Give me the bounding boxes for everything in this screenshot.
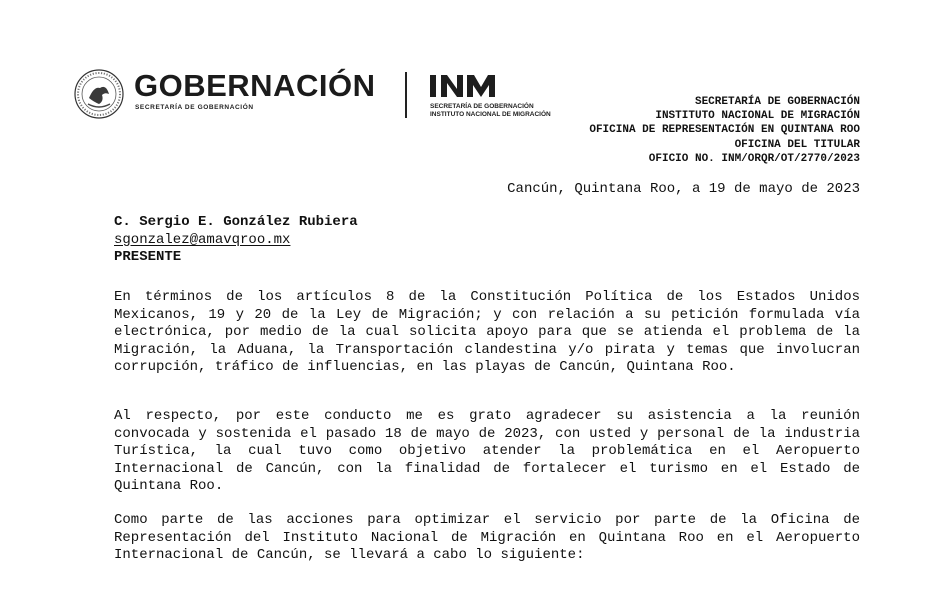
body-paragraph: Como parte de las acciones para optimizar el servicio por parte de la Oficina de Representación del Instituto Nacional de Migración en Quintana Roo en el Aeropuerto Internacional de Cancún, se llevará a cabo lo siguiente: [114,512,860,564]
body-paragraph: En términos de los artículos 8 de la Constitución Política de los Estados Unidos Mexicanos, 19 y 20 de la Ley de Migración; y con relación a su petición formulada vía electrónica, por medio de la cual solicita apoyo para que se atienda el problema de la Migración, la Aduana, la Transportación clandestina y/o pirata y temas que involucran corrupción, tráfico de influencias, en las playas de Cancún, Quintana Roo. [114,289,860,376]
addressee-block [114,214,358,267]
gobernacion-title: GOBERNACIÓN [134,68,376,103]
logo-divider [405,72,407,118]
inm-subtitle-2: INSTITUTO NACIONAL DE MIGRACIÓN [430,111,551,118]
gobernacion-logo [72,68,392,120]
addressee-name: C. Sergio E. González Rubiera [114,214,358,230]
oficio-number: OFICIO NO. INM/ORQR/OT/2770/2023 [648,152,860,165]
header-line: OFICINA DEL TITULAR [734,138,860,151]
header-line: INSTITUTO NACIONAL DE MIGRACIÓN [655,110,860,123]
header-line: SECRETARÍA DE GOBERNACIÓN [694,96,860,108]
salutation: PRESENTE [114,249,182,265]
inm-logo [429,72,589,120]
date-line: Cancún, Quintana Roo, a 19 de mayo de 2023 [507,181,860,197]
office-header-block [589,95,860,166]
gobernacion-subtitle: SECRETARÍA DE GOBERNACIÓN [135,104,254,111]
header-line: OFICINA DE REPRESENTACIÓN EN QUINTANA ROO [589,124,860,137]
national-seal-icon [72,68,126,120]
inm-logo-icon [429,72,507,100]
inm-subtitle-1: SECRETARÍA DE GOBERNACIÓN [430,103,534,110]
inm-logo-text: INM [429,72,431,73]
addressee-email-link[interactable]: sgonzalez@amavqroo.mx [114,231,291,248]
body-paragraph: Al respecto, por este conducto me es grato agradecer su asistencia a la reunión convocada y sostenida el pasado 18 de mayo de 2023, con usted y personal de la industria Turística, la cual tuvo como objetivo atender la problemática en el Aeropuerto Internacional de Cancún, con la finalidad de fortalecer el turismo en el Estado de Quintana Roo. [114,408,860,495]
